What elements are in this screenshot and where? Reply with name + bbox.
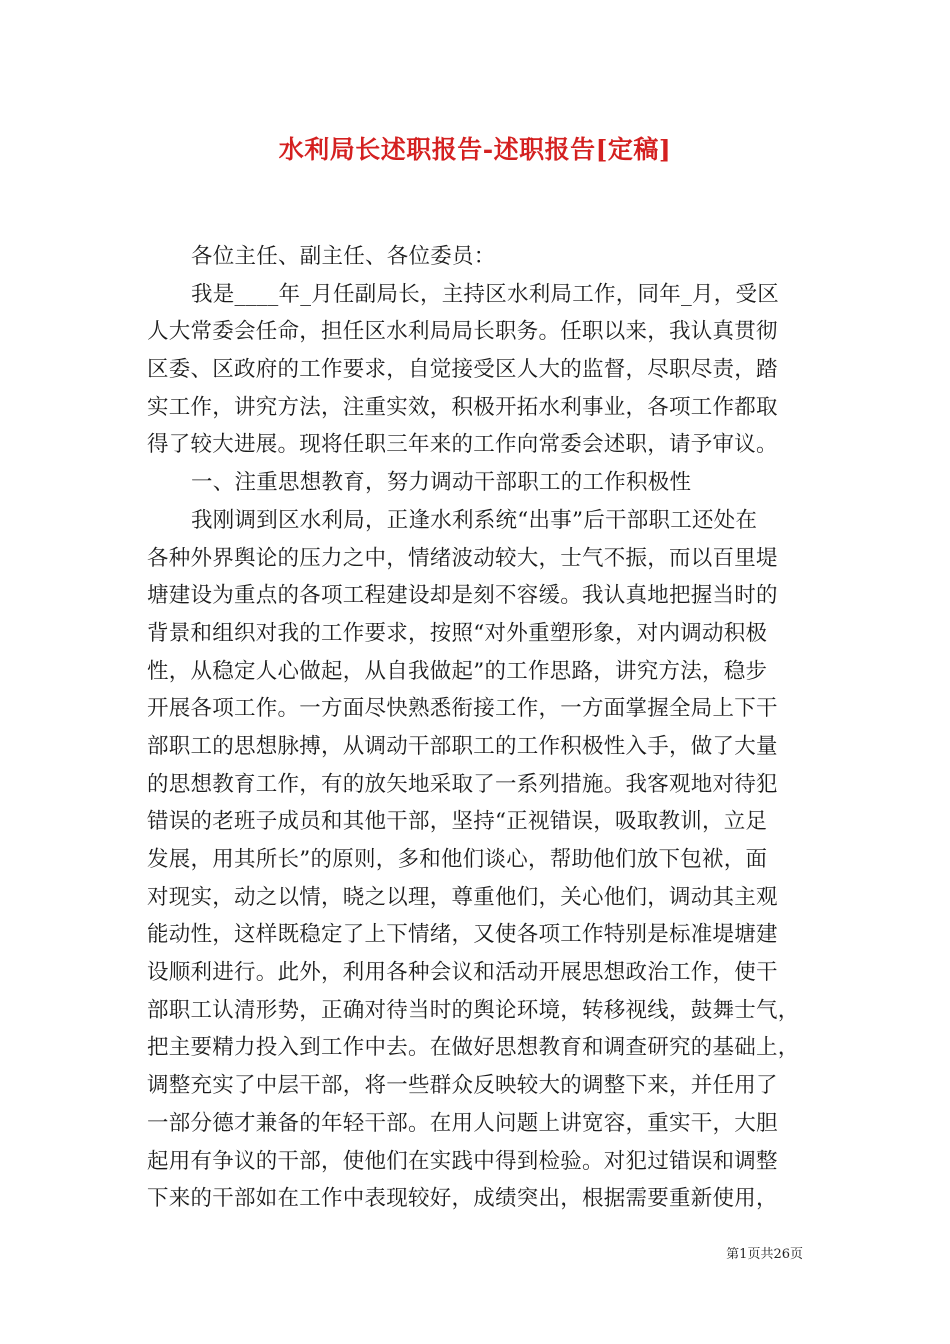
document-body (147, 238, 810, 1218)
text-line: 各种外界舆论的压力之中，情绪波动较大，士气不振，而以百里堤 (147, 545, 778, 571)
text-line: 的思想教育工作，有的放矢地采取了一系列措施。我客观地对待犯 (147, 771, 778, 797)
text-line: 能动性，这样既稳定了上下情绪，又使各项工作特别是标准堤塘建 (147, 922, 778, 948)
text-line: 起用有争议的干部，使他们在实践中得到检验。对犯过错误和调整 (147, 1148, 778, 1174)
text-line: 设顺利进行。此外，利用各种会议和活动开展思想政治工作，使干 (147, 960, 778, 986)
text-line: 各位主任、副主任、各位委员： (191, 244, 496, 269)
text-line: 实工作，讲究方法，注重实效，积极开拓水利事业，各项工作都取 (147, 394, 778, 420)
text-line: 得了较大进展。现将任职三年来的工作向常委会述职，请予审议。 (147, 432, 778, 458)
text-line: 调整充实了中层干部，将一些群众反映较大的调整下来，并任用了 (147, 1073, 778, 1099)
document-title: 水利局长述职报告-述职报告[定稿] (278, 135, 672, 164)
text-line: 部职工的思想脉搏，从调动干部职工的工作积极性入手，做了大量 (147, 733, 778, 759)
text-line: 塘建设为重点的各项工程建设却是刻不容缓。我认真地把握当时的 (147, 583, 778, 609)
text-line: 区委、区政府的工作要求，自觉接受区人大的监督，尽职尽责，踏 (147, 357, 778, 383)
text-line: 把主要精力投入到工作中去。在做好思想教育和调查研究的基础上， (147, 1035, 800, 1061)
text-line: 一部分德才兼备的年轻干部。在用人问题上讲宽容，重实干，大胆 (147, 1110, 778, 1136)
page-number: 第1页共26页 (726, 1247, 803, 1262)
text-line: 背景和组织对我的工作要求，按照“对外重塑形象，对内调动积极 (147, 620, 768, 646)
text-line: 发展，用其所长”的原则，多和他们谈心，帮助他们放下包袱，面 (147, 847, 768, 872)
text-line: 人大常委会任命，担任区水利局局长职务。任职以来，我认真贯彻 (147, 319, 778, 345)
text-line: 性，从稳定人心做起，从自我做起”的工作思路，讲究方法，稳步 (147, 658, 768, 684)
text-line: 下来的干部如在工作中表现较好，成绩突出，根据需要重新使用， (147, 1186, 778, 1212)
text-line: 一、注重思想教育，努力调动干部职工的工作积极性 (191, 470, 692, 496)
text-line: 错误的老班子成员和其他干部，坚持“正视错误，吸取教训，立足 (147, 809, 768, 835)
text-line: 开展各项工作。一方面尽快熟悉衔接工作，一方面掌握全局上下干 (147, 696, 778, 722)
text-line: 部职工认清形势，正确对待当时的舆论环境，转移视线，鼓舞士气， (147, 997, 800, 1023)
text-line: 我是____年_月任副局长，主持区水利局工作，同年_月，受区 (191, 281, 780, 307)
text-line: 对现实，动之以情，晓之以理，尊重他们，关心他们，调动其主观 (147, 884, 778, 910)
text-line: 我刚调到区水利局，正逢水利系统“出事”后干部职工还处在 (191, 507, 758, 533)
